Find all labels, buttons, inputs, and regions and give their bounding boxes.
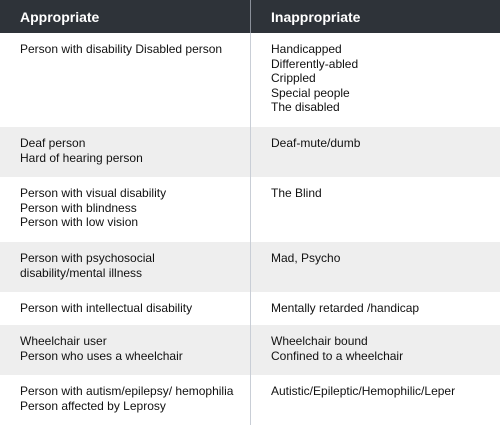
inappropriate-cell: Deaf-mute/dumb <box>250 127 500 177</box>
appropriate-cell: Person with disability Disabled person <box>20 42 223 56</box>
table-row <box>0 177 500 242</box>
header-appropriate: Appropriate <box>20 9 100 25</box>
appropriate-cell: Person with psychosocial disability/mental illness <box>20 251 155 280</box>
inappropriate-cell: Wheelchair bound Confined to a wheelchair <box>250 325 500 375</box>
appropriate-cell: Wheelchair user Person who uses a wheelchair <box>20 334 183 363</box>
appropriate-cell: Person with visual disability Person with blindness Person with low vision <box>20 186 167 229</box>
table-row <box>0 375 500 425</box>
header-inappropriate: Inappropriate <box>250 0 500 33</box>
appropriate-cell: Person with autism/epilepsy/ hemophilia Person affected by Leprosy <box>20 384 234 413</box>
table-row <box>0 127 500 177</box>
inappropriate-cell: Mentally retarded /handicap <box>250 292 500 325</box>
inappropriate-cell: Mad, Psycho <box>250 242 500 292</box>
inappropriate-cell: Handicapped Differently-abled Crippled Special people The disabled <box>250 33 500 127</box>
inappropriate-cell: Autistic/Epileptic/Hemophilic/Leper <box>250 375 500 425</box>
table-row <box>0 292 500 325</box>
table-row <box>0 242 500 292</box>
table-row <box>0 33 500 127</box>
inappropriate-cell: The Blind <box>250 177 500 242</box>
table-header <box>0 0 500 33</box>
appropriate-cell: Person with intellectual disability <box>20 301 193 315</box>
table-row <box>0 325 500 375</box>
appropriate-cell: Deaf person Hard of hearing person <box>20 136 143 165</box>
